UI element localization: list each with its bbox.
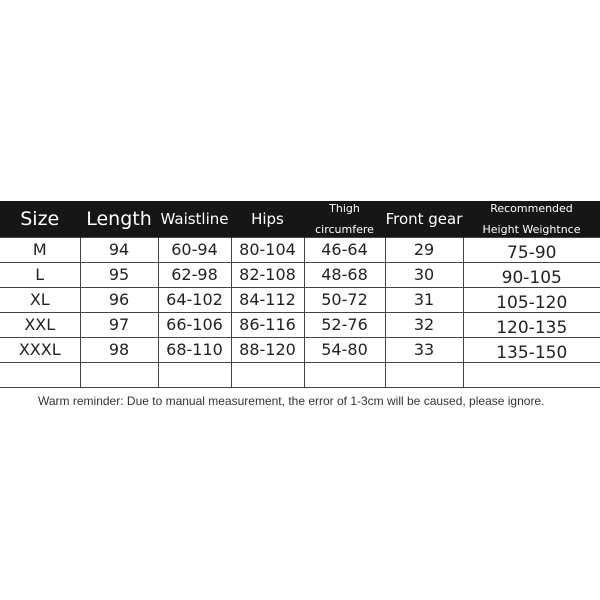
- cell-size: XXXL: [0, 337, 80, 362]
- cell-length: 95: [80, 262, 158, 287]
- cell-hips: 84-112: [231, 287, 304, 312]
- header-length: Length: [80, 201, 158, 237]
- cell-thigh: 46-64: [304, 237, 385, 262]
- header-hips: Hips: [231, 201, 304, 237]
- cell-waistline: 60-94: [158, 237, 231, 262]
- cell-front-gear: 30: [385, 262, 463, 287]
- cell-thigh: 48-68: [304, 262, 385, 287]
- cell-hips: 80-104: [231, 237, 304, 262]
- header-recommended: [463, 201, 600, 237]
- cell-front-gear: 33: [385, 337, 463, 362]
- cell-empty: [80, 362, 158, 387]
- cell-empty: [158, 362, 231, 387]
- table-row: [0, 337, 600, 362]
- cell-front-gear: 29: [385, 237, 463, 262]
- cell-empty: [385, 362, 463, 387]
- header-recommended-line1: Recommended: [490, 201, 573, 215]
- size-chart-table: [0, 201, 600, 388]
- cell-weight: 105-120: [463, 287, 600, 312]
- header-thigh-line2: circumfere: [315, 222, 374, 236]
- header-thigh-line1: Thigh: [329, 201, 360, 215]
- cell-hips: 88-120: [231, 337, 304, 362]
- cell-waistline: 68-110: [158, 337, 231, 362]
- table-row: [0, 237, 600, 262]
- cell-weight: 90-105: [463, 262, 600, 287]
- cell-empty: [0, 362, 80, 387]
- cell-empty: [231, 362, 304, 387]
- table-row: [0, 312, 600, 337]
- cell-size: XXL: [0, 312, 80, 337]
- cell-front-gear: 32: [385, 312, 463, 337]
- table-row: [0, 287, 600, 312]
- cell-thigh: 52-76: [304, 312, 385, 337]
- cell-waistline: 64-102: [158, 287, 231, 312]
- cell-size: M: [0, 237, 80, 262]
- cell-size: XL: [0, 287, 80, 312]
- cell-empty: [304, 362, 385, 387]
- cell-waistline: 62-98: [158, 262, 231, 287]
- cell-size: L: [0, 262, 80, 287]
- cell-length: 98: [80, 337, 158, 362]
- cell-thigh: 50-72: [304, 287, 385, 312]
- cell-front-gear: 31: [385, 287, 463, 312]
- cell-waistline: 66-106: [158, 312, 231, 337]
- header-recommended-line2: Height Weightnce: [482, 222, 581, 236]
- cell-length: 97: [80, 312, 158, 337]
- cell-thigh: 54-80: [304, 337, 385, 362]
- table-row-empty: [0, 362, 600, 387]
- header-thigh: [304, 201, 385, 237]
- header-size: Size: [0, 201, 80, 237]
- header-waistline: Waistline: [158, 201, 231, 237]
- cell-weight: 75-90: [463, 237, 600, 262]
- table-row: [0, 262, 600, 287]
- cell-weight: 135-150: [463, 337, 600, 362]
- warm-reminder-note: Warm reminder: Due to manual measurement, the error of 1-3cm will be caused, please ignore.: [38, 394, 545, 408]
- cell-length: 96: [80, 287, 158, 312]
- cell-hips: 82-108: [231, 262, 304, 287]
- cell-hips: 86-116: [231, 312, 304, 337]
- cell-length: 94: [80, 237, 158, 262]
- header-front-gear: Front gear: [385, 201, 463, 237]
- cell-weight: 120-135: [463, 312, 600, 337]
- header-row: [0, 201, 600, 237]
- cell-empty: [463, 362, 600, 387]
